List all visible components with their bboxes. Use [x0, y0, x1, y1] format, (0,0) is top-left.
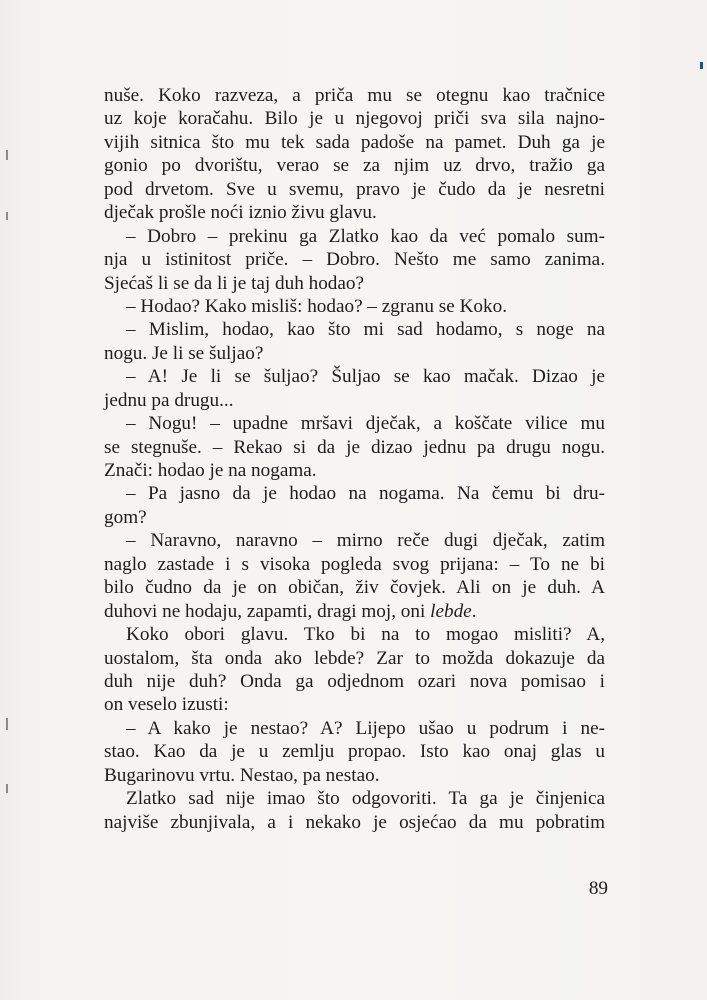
- text-line: [104, 154, 605, 177]
- page-number: 89: [588, 878, 608, 899]
- text-line-content: – Naravno, naravno – mirno reče dugi dječak, zatim: [126, 530, 605, 552]
- text-line: [104, 225, 605, 248]
- text-line: [104, 693, 605, 716]
- italic-word: lebde: [430, 600, 472, 622]
- text-line: [104, 342, 605, 365]
- text-line-content: – Mislim, hodao, kao što mi sad hodamo, s noge na: [126, 319, 605, 341]
- text-line: [104, 506, 605, 529]
- text-line: [104, 787, 605, 810]
- text-line: [104, 670, 605, 693]
- text-line-content: gonio po dvorištu, verao se za njim uz drvo, tražio ga: [104, 155, 605, 177]
- text-line-content: uz koje koračahu. Bilo je u njegovoj priči sva sila najno-: [104, 108, 605, 130]
- text-line: [104, 107, 605, 130]
- text-line: [104, 576, 605, 599]
- text-line-content: – Dobro – prekinu ga Zlatko kao da već pomalo sum-: [126, 225, 605, 247]
- text-line-content: Znači: hodao je na nogama.: [104, 460, 317, 481]
- text-line-tail: .: [471, 600, 477, 622]
- text-line-content: gom?: [104, 506, 147, 528]
- text-line: [104, 623, 605, 646]
- text-line: [104, 295, 605, 318]
- text-line: [104, 318, 605, 341]
- text-line-content: Sjećaš li se da li je taj duh hodao?: [104, 272, 365, 294]
- text-line: [104, 178, 605, 201]
- text-line-content: jednu pa drugu...: [104, 389, 234, 411]
- text-line-content: nja u istinitost priče. – Dobro. Nešto me samo zanima.: [104, 249, 605, 271]
- margin-speck: [700, 62, 703, 69]
- text-line: [104, 482, 605, 505]
- text-line: [104, 272, 605, 295]
- text-line: [104, 201, 605, 224]
- text-line-content: se stegnuše. – Rekao si da je dizao jednu pa drugu nogu.: [104, 436, 605, 458]
- text-line: [104, 553, 605, 576]
- text-line: [104, 412, 605, 435]
- text-line: [104, 131, 605, 154]
- text-line: [104, 389, 605, 412]
- margin-speck: [6, 212, 8, 220]
- text-line-content: uostalom, šta onda ako lebde? Zar to možda dokazuje da: [104, 647, 605, 669]
- text-line-content: on veselo izusti:: [104, 694, 229, 716]
- margin-speck: [6, 784, 8, 793]
- text-line: [104, 459, 605, 482]
- text-line: [104, 717, 605, 740]
- text-line-content: – A! Je li se šuljao? Šuljao se kao mačak. Dizao je: [126, 366, 605, 388]
- text-line-content: – Nogu! – upadne mršavi dječak, a koščate vilice mu: [126, 413, 605, 435]
- text-line-content: Koko obori glavu. Tko bi na to mogao misliti? A,: [126, 624, 605, 646]
- text-line-content: najviše zbunjivala, a i nekako je osjećao da mu pobratim: [104, 811, 605, 833]
- text-line: [104, 647, 605, 670]
- text-line-content: duh nije duh? Onda ga odjednom ozari nova pomisao i: [104, 670, 605, 692]
- text-line-content: nogu. Je li se šuljao?: [104, 342, 264, 364]
- text-line-content: pod drvetom. Sve u svemu, pravo je čudo da je nesretni: [104, 178, 605, 200]
- text-line-content: vijih sitnica što mu tek sada padoše na pamet. Duh ga je: [104, 131, 605, 153]
- text-line: [104, 764, 605, 787]
- text-line-content: – A kako je nestao? A? Lijepo ušao u podrum i ne-: [126, 717, 605, 739]
- text-line: [104, 436, 605, 459]
- text-line-content: duhovi ne hodaju, zapamti, dragi moj, oni: [104, 600, 431, 622]
- text-line: [104, 248, 605, 271]
- text-line-content: – Hodao? Kako misliš: hodao? – zgranu se Koko.: [126, 295, 508, 317]
- text-line: [104, 84, 605, 107]
- text-line: [104, 740, 605, 763]
- text-line-content: bilo čudno da je on običan, živ čovjek. Ali on je duh. A: [104, 577, 605, 599]
- text-line: [104, 600, 605, 623]
- text-line-content: nuše. Koko razveza, a priča mu se otegnu kao tračnice: [104, 85, 605, 106]
- text-line: [104, 529, 605, 552]
- text-line-content: dječak prošle noći iznio živu glavu.: [104, 202, 377, 224]
- text-line: [104, 811, 605, 834]
- body-text: [104, 84, 605, 834]
- text-line-content: Zlatko sad nije imao što odgovoriti. Ta ga je činjenica: [126, 788, 605, 810]
- text-line-content: naglo zastade i s visoka pogleda svog prijana: – To ne bi: [104, 553, 605, 575]
- text-line-content: stao. Kao da je u zemlju propao. Isto kao onaj glas u: [104, 741, 605, 763]
- margin-speck: [6, 718, 8, 730]
- text-line: [104, 365, 605, 388]
- margin-speck: [6, 150, 8, 160]
- text-line-content: Bugarinovu vrtu. Nestao, pa nestao.: [104, 764, 380, 786]
- text-line-content: – Pa jasno da je hodao na nogama. Na čemu bi dru-: [126, 483, 605, 505]
